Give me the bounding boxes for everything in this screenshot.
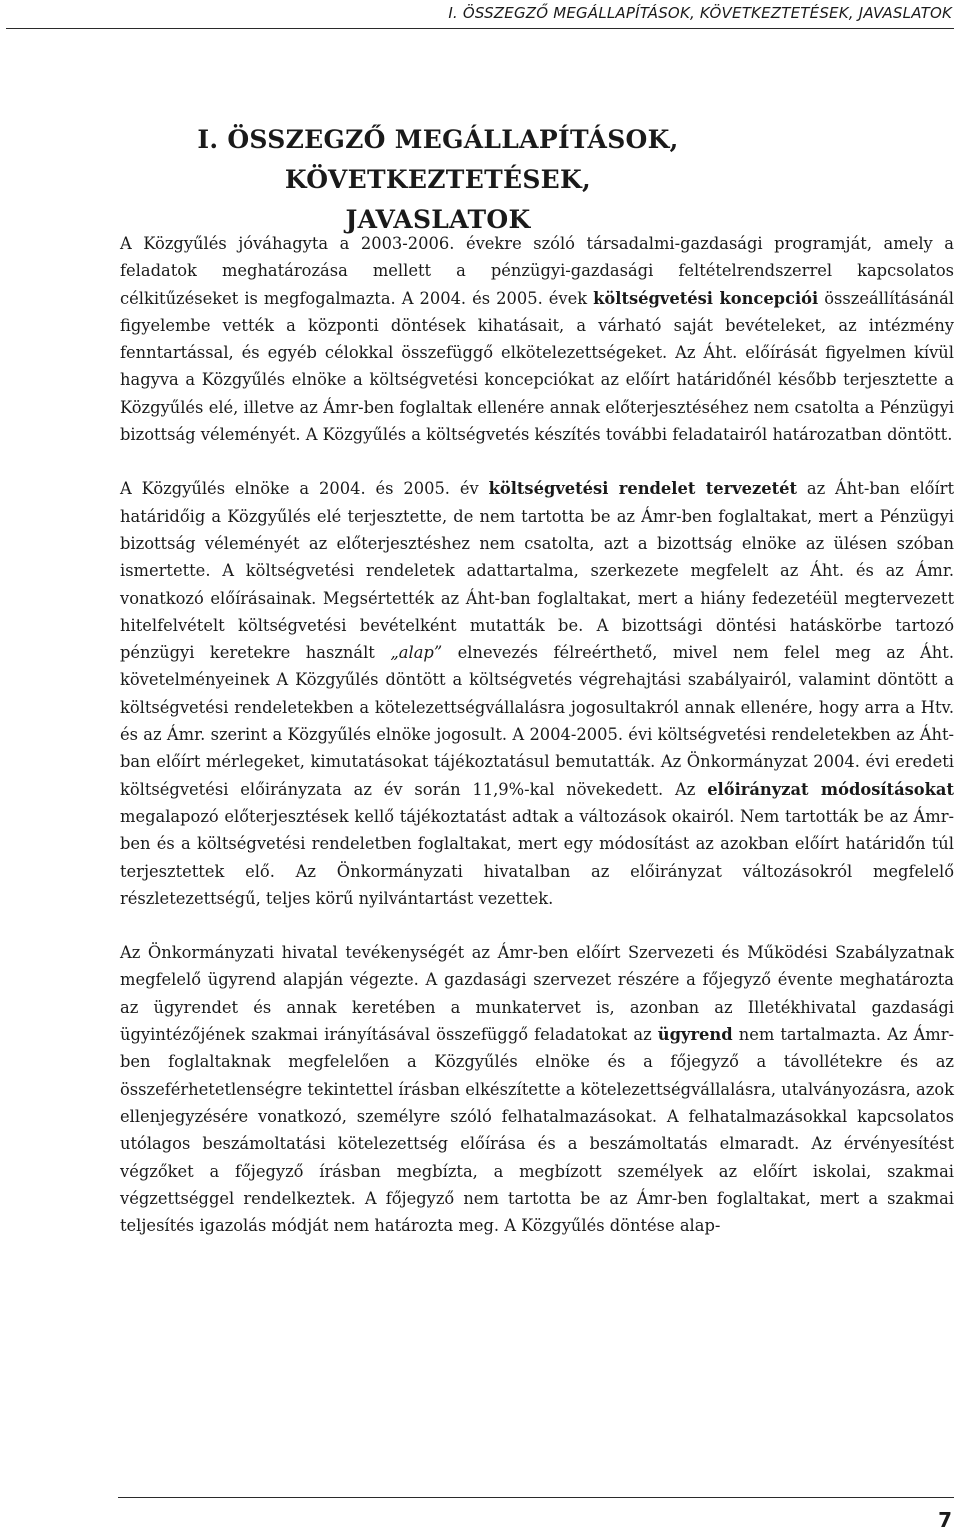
text-run: A Közgyűlés jóváhagyta a 2003-2006. évekre szóló társadalmi-gazdasági programját, amely a feladatok meghatározása mellett a pénzügyi-gazdasági feltételrendszerrel kapcsolatos célkitűzéseket is megfogalmazta. A 2004. és 2005. évek xyxy=(120,234,954,308)
bold-term-budget-decree-draft: költségvetési rendelet tervezetét xyxy=(488,479,797,499)
bold-term-rules-of-procedure: ügyrend xyxy=(657,1025,733,1045)
text-run: Az Önkormányzati hivatal tevékenységét az Ámr-ben előírt Szervezeti és Működési Szabályzatnak megfelelő ügyrend alapján végezte. A gazdasági szervezet részére a főjegyző évente meghatározta az ügyrendet és annak keretében a munkatervet is, azonban az Illetékhivatal gazdasági ügyintézőjének szakmai irányításával összefüggő feladatokat az xyxy=(120,943,954,1045)
paragraph-budget-decree xyxy=(120,475,954,912)
page-number: 7 xyxy=(938,1508,952,1532)
header-rule xyxy=(6,28,954,29)
running-header: I. ÖSSZEGZŐ MEGÁLLAPÍTÁSOK, KÖVETKEZTETÉSEK, JAVASLATOK xyxy=(448,4,952,22)
text-run: az Áht-ban előírt határidőig a Közgyűlés elé terjesztette, de nem tartotta be az Ámr-ben foglaltakat, mert a Pénzügyi bizottság véleményét az előterjesztéshez nem csatolta, azt a bizottság elnöke az ülésen szóban ismertette. A költségvetési rendeletek adattartalma, szerkezete megfelelt az Áht. és az Ámr. vonatkozó előírásainak. Megsértették az Áht-ban foglaltakat, mert a hiány fedezetéül megtervezett hitelfelvételt költségvetési bevételként mutatták be. A bizottsági döntési hatáskörbe tartozó pénzügyi keretekre használt xyxy=(120,479,954,663)
text-run: összeállításánál figyelembe vették a központi döntések kihatásait, a várható saját bevételeket, az intézmény fenntartással, és egyéb célokkal összefüggő elkötelezettségeket. Az Áht. előírását figyelmen kívül hagyva a Közgyűlés elnöke a költségvetési koncepciókat az előírt határidőnél később terjesztette a Közgyűlés elé, illetve az Ámr-ben foglaltak ellenére annak előterjesztéséhez nem csatolta a Pénzügyi bizottság véleményét. A Közgyűlés a költségvetés készítés további feladatairól határozatban döntött. xyxy=(120,288,954,445)
chapter-title-line-1: I. ÖSSZEGZŐ MEGÁLLAPÍTÁSOK, KÖVETKEZTETÉSEK, xyxy=(197,125,679,194)
italic-term-alap: „alap” xyxy=(390,643,443,663)
text-run: megalapozó előterjesztések kellő tájékoztatást adtak a változások okairól. Nem tartották be az Ámr-ben és a költségvetési rendeletben foglaltakat, mert egy módosítást az azokban előírt határidőn túl terjesztettek elő. Az Önkormányzati hivatalban az előirányzat változásokról megfelelő részletezettségű, teljes körű nyilvántartást vezettek. xyxy=(120,806,954,908)
bold-term-appropriation-changes: előirányzat módosításokat xyxy=(707,779,954,799)
bold-term-budget-concepts: költségvetési koncepciói xyxy=(593,288,819,308)
paragraph-budget-concept xyxy=(120,230,954,448)
footer-rule xyxy=(118,1497,954,1498)
text-run: nem tartalmazta. Az Ámr-ben foglaltaknak megfelelően a Közgyűlés elnöke és a főjegyző a távollétekre és az összeférhetetlenségre tekintettel írásban elkészítette a kötelezettségvállalásra, utalványozásra, azok ellenjegyzésére vonatkozó, személyre szóló felhatalmazásokat. A felhatalmazásokkal kapcsolatos utólagos beszámoltatási kötelezettség előírása és a beszámoltatás elmaradt. Az érvényesítést végzőket a főjegyző írásban megbízta, a megbízott személyek az előírt iskolai, szakmai végzettséggel rendelkeztek. A főjegyző nem tartotta be az Ámr-ben foglaltakat, mert a szakmai teljesítés igazolás módját nem határozta meg. A Közgyűlés döntése alap- xyxy=(120,1025,955,1236)
text-run: A Közgyűlés elnöke a 2004. és 2005. év xyxy=(120,479,489,499)
body-text xyxy=(120,230,954,1266)
chapter-title-line-2: JAVASLATOK xyxy=(345,205,531,234)
chapter-title xyxy=(120,120,756,240)
text-run: elnevezés félreérthető, mivel nem felel meg az Áht. követelményeinek A Közgyűlés döntött a költségvetés végrehajtási szabályairól, valamint döntött a költségvetési rendeletekben a kötelezettségvállalásra jogosultakról annak ellenére, hogy arra a Htv. és az Ámr. szerint a Közgyűlés elnöke jogosult. A 2004-2005. évi költségvetési rendeletekben az Áht-ban előírt mérlegeket, kimutatásokat tájékoztatásul bemutatták. Az Önkormányzat 2004. évi eredeti költségvetési előirányzata az év során 11,9%-kal növekedett. Az xyxy=(120,643,954,799)
paragraph-office-operations xyxy=(120,939,954,1239)
